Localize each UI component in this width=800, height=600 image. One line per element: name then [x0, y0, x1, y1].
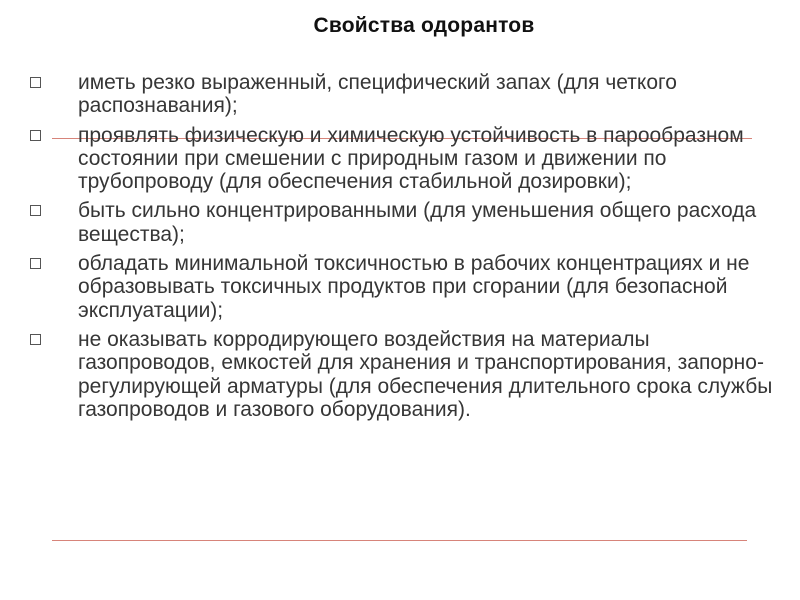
bullet-text: не оказывать корродирующего воздействия на материалы газопроводов, емкостей для хранения и транспортирования, запорно-регулирующей арматуры (для обеспечения длительного срока службы газопроводов и газового оборудования).: [78, 327, 773, 421]
bullet-list: [28, 71, 788, 427]
checkbox-icon: [30, 334, 41, 345]
checkbox-icon: [30, 258, 41, 269]
bullet-item-4: [28, 252, 788, 322]
slide-title: Свойства одорантов: [313, 14, 535, 37]
bullet-text: быть сильно концентрированными (для уменьшения общего расхода вещества);: [78, 199, 757, 246]
bullet-item-3: [28, 199, 788, 246]
bullet-item-5: [28, 328, 788, 421]
checkbox-icon: [30, 77, 41, 88]
bullet-text: иметь резко выраженный, специфический запах (для четкого распознавания);: [78, 71, 677, 118]
bullet-item-2: [28, 124, 788, 194]
checkbox-icon: [30, 205, 41, 216]
checkbox-icon: [30, 130, 41, 141]
bottom-divider: [52, 540, 747, 541]
bullet-text: обладать минимальной токсичностью в рабочих концентрациях и не образовывать токсичных продуктов при сгорании (для безопасной эксплуатации);: [78, 252, 750, 322]
bullet-text: проявлять физическую и химическую устойчивость в парообразном состоянии при смешении с природным газом и движении по трубопроводу (для обеспечения стабильной дозировки);: [78, 123, 744, 194]
bullet-item-1: [28, 71, 788, 118]
